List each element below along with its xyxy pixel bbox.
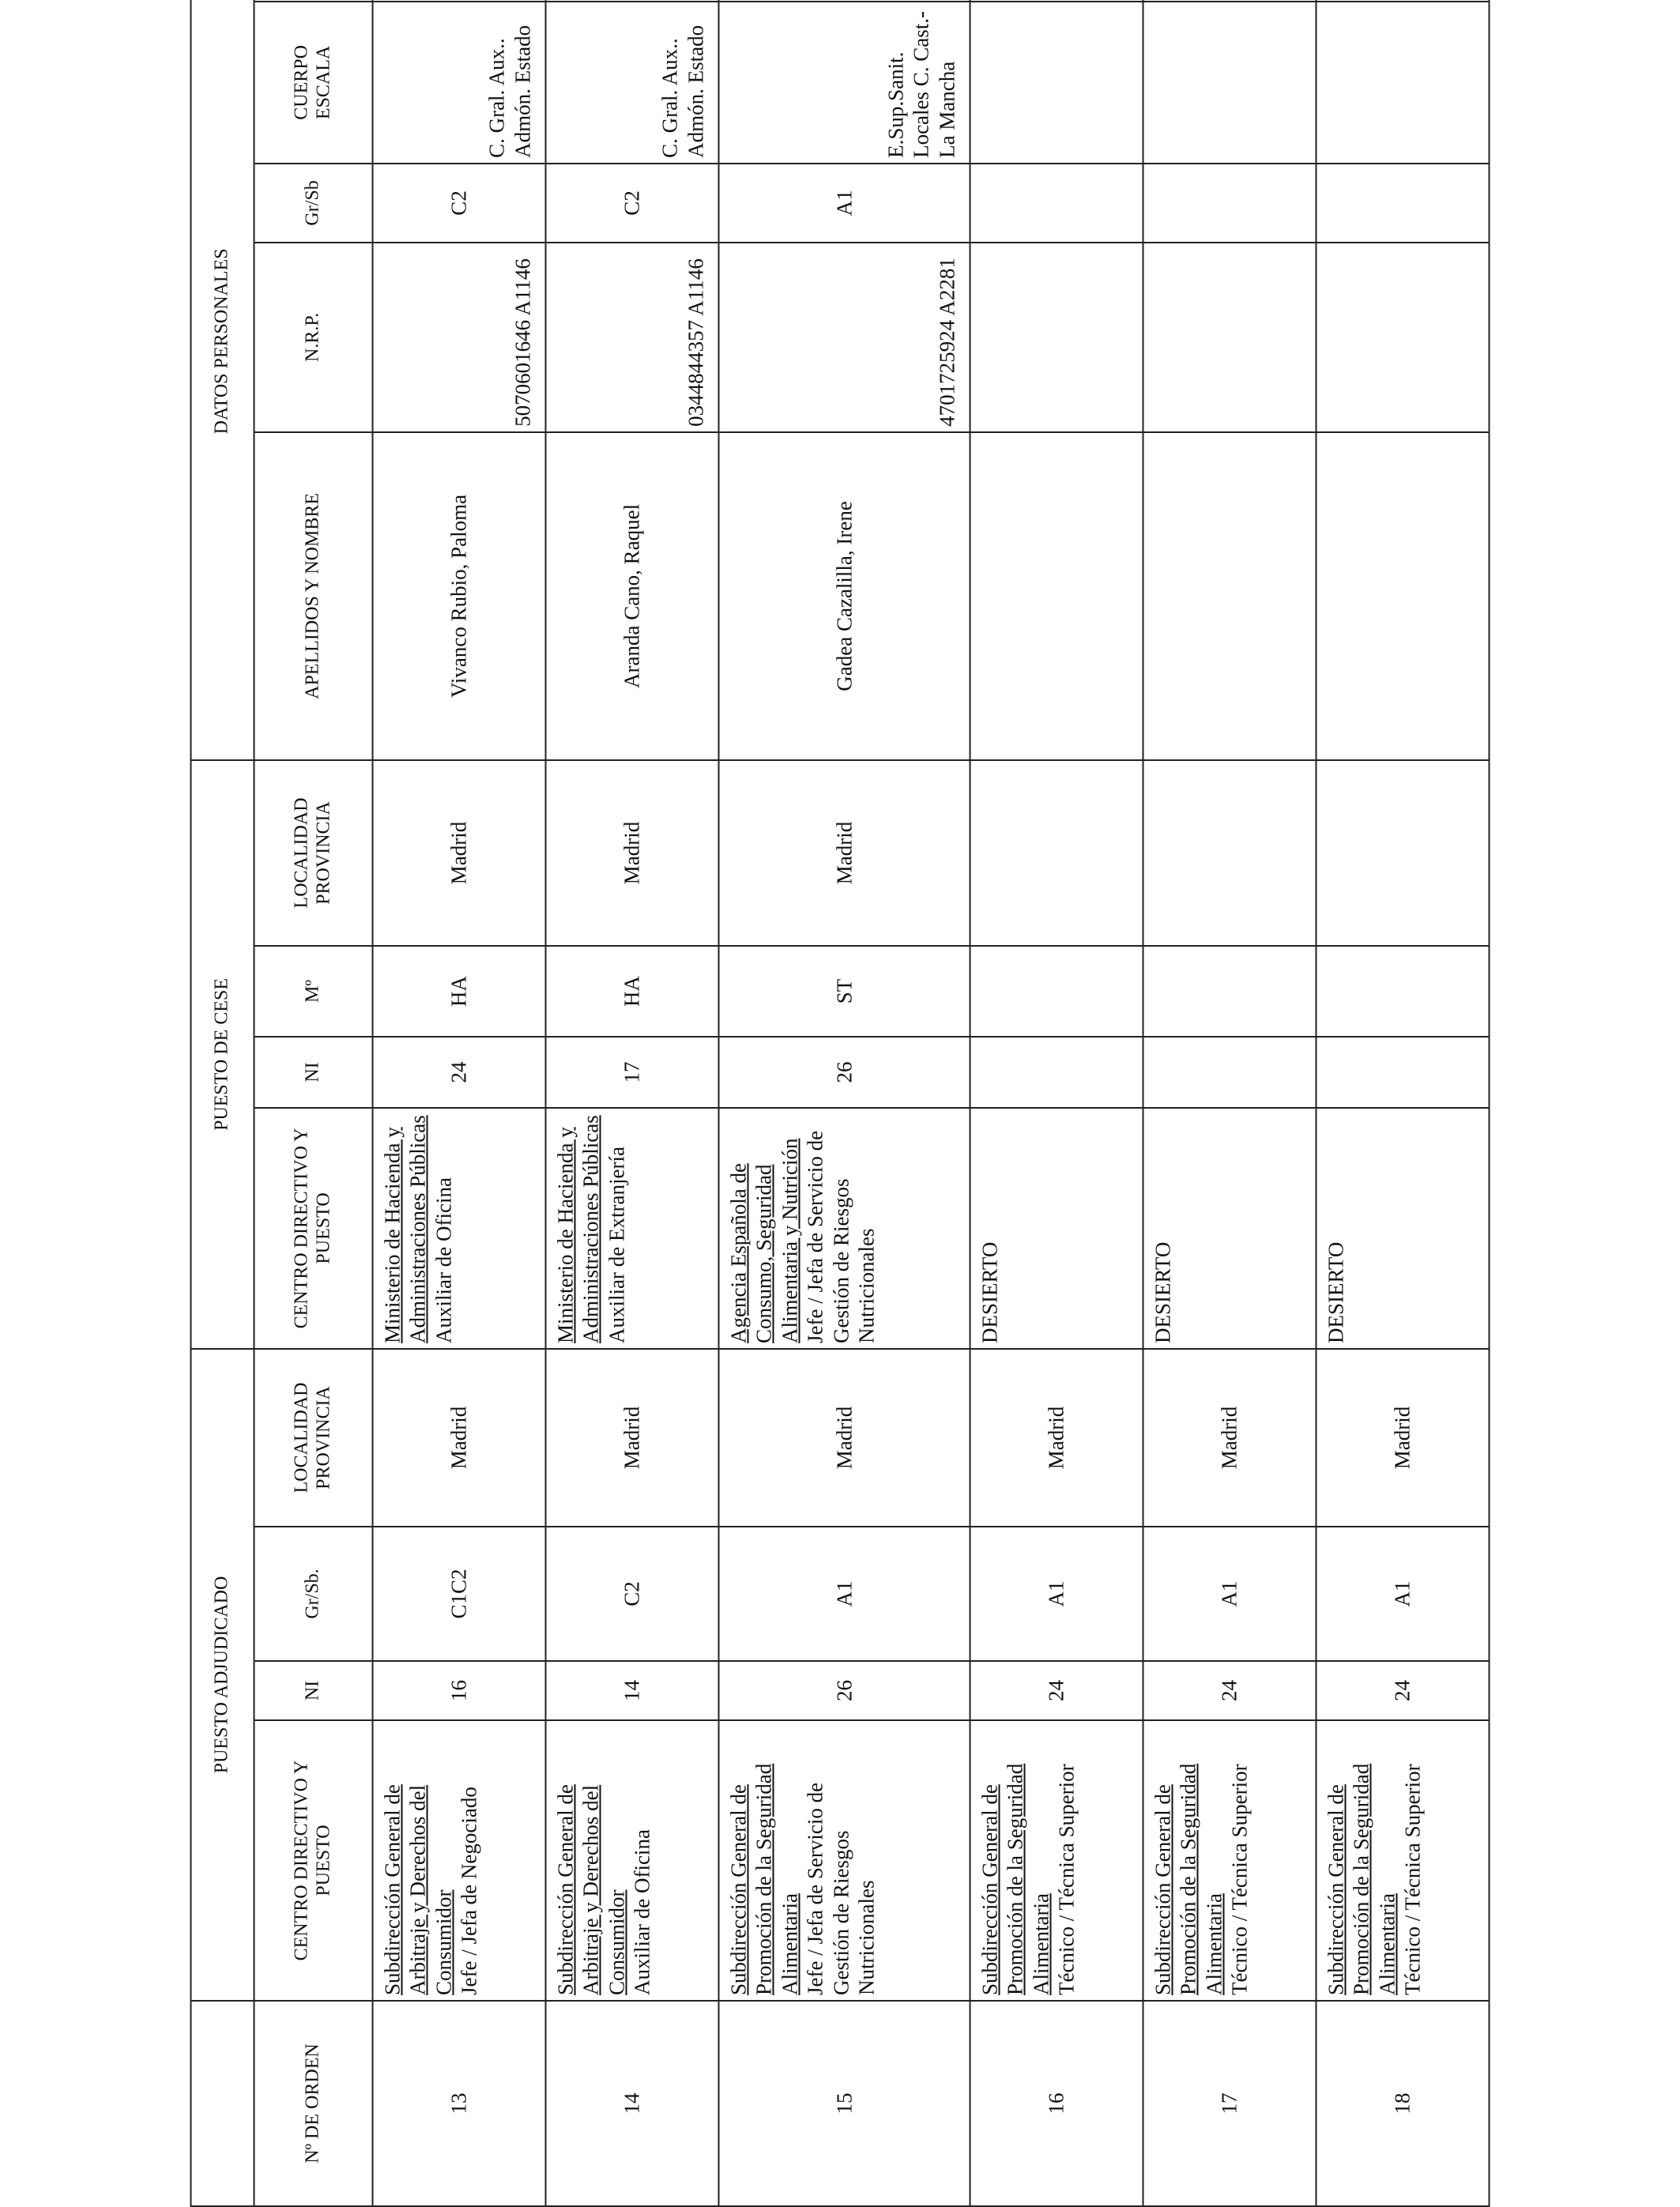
cell-centro-cese bbox=[373, 1108, 546, 1349]
puesto-cese-name: DESIERTO bbox=[977, 1241, 1002, 1343]
cell-ni-adj: 14 bbox=[546, 1661, 719, 1720]
centro-adj-name: Subdirección General de Arbitraje y Derechos del Consumidor bbox=[553, 1784, 629, 1995]
cell-grsb-adj: A1 bbox=[719, 1527, 970, 1661]
cell-ni-cese: 24 bbox=[373, 1037, 546, 1108]
puesto-adj-name: Jefe / Jefa de Negociado bbox=[457, 1787, 481, 1995]
cell-grsb: C2 bbox=[373, 164, 546, 243]
cell-grad bbox=[373, 0, 546, 2]
cell-centro-cese bbox=[1143, 1108, 1316, 1349]
cell-cuerpo bbox=[1143, 2, 1316, 164]
cell-cuerpo: C. Gral. Aux.. Admón. Estado bbox=[373, 2, 546, 164]
cell-centro-adj bbox=[1316, 1720, 1489, 2001]
cell-nombre: Vivanco Rubio, Paloma bbox=[373, 432, 546, 760]
cell-nrp bbox=[970, 243, 1143, 432]
cell-centro-adj bbox=[546, 1720, 719, 2001]
cell-nombre bbox=[1143, 432, 1316, 760]
cell-loc-cese bbox=[970, 760, 1143, 946]
col-header-centro-adj: CENTRO DIRECTIVO Y PUESTO bbox=[254, 1720, 373, 2001]
cell-orden: 13 bbox=[373, 2001, 546, 2206]
col-header-grsb: Gr/Sb bbox=[254, 164, 373, 243]
cell-ni-adj: 24 bbox=[970, 1661, 1143, 1720]
cell-orden: 17 bbox=[1143, 2001, 1316, 2206]
cell-centro-adj bbox=[1143, 1720, 1316, 2001]
cell-mo bbox=[1143, 946, 1316, 1037]
col-header-nombre: APELLIDOS Y NOMBRE bbox=[254, 432, 373, 760]
col-header-centro-cese: CENTRO DIRECTIVO Y PUESTO bbox=[254, 1108, 373, 1349]
cell-nombre: Gadea Cazalilla, Irene bbox=[719, 432, 970, 760]
cell-loc-adj: Madrid bbox=[373, 1349, 546, 1527]
cell-centro-adj bbox=[719, 1720, 970, 2001]
cell-cuerpo: C. Gral. Aux.. Admón. Estado bbox=[546, 2, 719, 164]
cell-centro-cese bbox=[719, 1108, 970, 1349]
cell-grsb-adj: A1 bbox=[1316, 1527, 1489, 1661]
table-row bbox=[1316, 0, 1489, 2206]
group-header-personales: DATOS PERSONALES bbox=[191, 0, 254, 760]
cell-nombre bbox=[1316, 432, 1489, 760]
puesto-cese-name: Jefe / Jefa de Servicio de Gestión de Riesgos Nutricionales bbox=[803, 1130, 879, 1343]
cell-mo bbox=[1316, 946, 1489, 1037]
cell-ni-cese bbox=[1143, 1037, 1316, 1108]
cell-ni-cese bbox=[1316, 1037, 1489, 1108]
group-header-row bbox=[191, 0, 254, 2206]
cell-grad bbox=[546, 0, 719, 2]
centro-adj-name: Subdirección General de Promoción de la Seguridad Alimentaria bbox=[1324, 1763, 1399, 1995]
cell-orden: 18 bbox=[1316, 2001, 1489, 2206]
cell-loc-adj: Madrid bbox=[970, 1349, 1143, 1527]
cell-grsb-adj: C2 bbox=[546, 1527, 719, 1661]
puesto-adj-name: Auxiliar de Oficina bbox=[630, 1829, 654, 1995]
cell-grad bbox=[1316, 0, 1489, 2]
cell-loc-adj: Madrid bbox=[1143, 1349, 1316, 1527]
cell-grsb: A1 bbox=[719, 164, 970, 243]
cell-grad bbox=[1143, 0, 1316, 2]
cell-grsb bbox=[1143, 164, 1316, 243]
cell-nrp bbox=[1143, 243, 1316, 432]
puesto-adj-name: Jefe / Jefa de Servicio de Gestión de Riesgos Nutricionales bbox=[803, 1782, 879, 1995]
col-header-loc-adj: LOCALIDAD PROVINCIA bbox=[254, 1349, 373, 1527]
cell-grad bbox=[719, 0, 970, 2]
col-header-nrp: N.R.P. bbox=[254, 243, 373, 432]
group-header-cese: PUESTO DE CESE bbox=[191, 760, 254, 1349]
col-header-cuerpo: CUERPO ESCALA bbox=[254, 2, 373, 164]
puesto-cese-name: DESIERTO bbox=[1151, 1241, 1175, 1343]
cell-cuerpo bbox=[970, 2, 1143, 164]
table-row bbox=[1143, 0, 1316, 2206]
cell-ni-adj: 26 bbox=[719, 1661, 970, 1720]
col-header-loc-cese: LOCALIDAD PROVINCIA bbox=[254, 760, 373, 946]
cell-nombre: Aranda Cano, Raquel bbox=[546, 432, 719, 760]
cell-nrp: 4701725924 A2281 bbox=[719, 243, 970, 432]
cell-nrp bbox=[1316, 243, 1489, 432]
cell-ni-adj: 24 bbox=[1316, 1661, 1489, 1720]
centro-cese-name: Agencia Española de Consumo, Seguridad Alimentaria y Nutrición bbox=[726, 1138, 802, 1343]
centro-adj-name: Subdirección General de Arbitraje y Derechos del Consumidor bbox=[380, 1784, 456, 1995]
cell-cuerpo: E.Sup.Sanit. Locales C. Cast.-La Mancha bbox=[719, 2, 970, 164]
cell-loc-cese bbox=[1143, 760, 1316, 946]
cell-ni-adj: 24 bbox=[1143, 1661, 1316, 1720]
cell-loc-cese: Madrid bbox=[546, 760, 719, 946]
col-header-grad bbox=[254, 0, 373, 2]
cell-nrp: 0344844357 A1146 bbox=[546, 243, 719, 432]
cell-mo: ST bbox=[719, 946, 970, 1037]
cell-grsb bbox=[970, 164, 1143, 243]
cell-ni-cese bbox=[970, 1037, 1143, 1108]
cell-ni-cese: 26 bbox=[719, 1037, 970, 1108]
rotated-table-sheet bbox=[190, 0, 1490, 2207]
cell-orden: 16 bbox=[970, 2001, 1143, 2206]
centro-adj-name: Subdirección General de Promoción de la Seguridad Alimentaria bbox=[726, 1763, 802, 1995]
cell-mo: HA bbox=[546, 946, 719, 1037]
col-header-grsb-adj: Gr/Sb. bbox=[254, 1527, 373, 1661]
cell-grsb bbox=[1316, 164, 1489, 243]
col-header-mo: Mº bbox=[254, 946, 373, 1037]
cell-loc-cese: Madrid bbox=[373, 760, 546, 946]
puesto-adj-name: Técnico / Técnica Superior bbox=[1227, 1764, 1252, 1995]
table-row bbox=[719, 0, 970, 2206]
col-header-ni-adj: NI bbox=[254, 1661, 373, 1720]
table-row bbox=[970, 0, 1143, 2206]
cell-cuerpo bbox=[1316, 2, 1489, 164]
cell-ni-cese: 17 bbox=[546, 1037, 719, 1108]
cell-orden: 15 bbox=[719, 2001, 970, 2206]
cell-grsb-adj: A1 bbox=[970, 1527, 1143, 1661]
cell-grsb-adj: C1C2 bbox=[373, 1527, 546, 1661]
cell-loc-adj: Madrid bbox=[719, 1349, 970, 1527]
centro-adj-name: Subdirección General de Promoción de la Seguridad Alimentaria bbox=[977, 1763, 1053, 1995]
col-header-orden: Nº DE ORDEN bbox=[254, 2001, 373, 2206]
puesto-cese-name: DESIERTO bbox=[1324, 1241, 1348, 1343]
puesto-cese-name: Auxiliar de Extranjería bbox=[605, 1147, 629, 1343]
cell-centro-adj bbox=[970, 1720, 1143, 2001]
col-header-ni-cese: NI bbox=[254, 1037, 373, 1108]
cell-ni-adj: 16 bbox=[373, 1661, 546, 1720]
cell-centro-cese bbox=[970, 1108, 1143, 1349]
cell-nrp: 5070601646 A1146 bbox=[373, 243, 546, 432]
cell-centro-cese bbox=[1316, 1108, 1489, 1349]
puesto-cese-name: Auxiliar de Oficina bbox=[431, 1177, 456, 1343]
assignment-table bbox=[190, 0, 1490, 2207]
cell-loc-adj: Madrid bbox=[546, 1349, 719, 1527]
cell-loc-adj: Madrid bbox=[1316, 1349, 1489, 1527]
centro-cese-name: Ministerio de Hacienda y Administraciones Públicas bbox=[553, 1115, 603, 1343]
cell-grsb-adj: A1 bbox=[1143, 1527, 1316, 1661]
cell-grsb: C2 bbox=[546, 164, 719, 243]
group-header-orden-spacer bbox=[191, 2001, 254, 2206]
cell-orden: 14 bbox=[546, 2001, 719, 2206]
cell-loc-cese bbox=[1316, 760, 1489, 946]
cell-mo: HA bbox=[373, 946, 546, 1037]
column-header-row bbox=[254, 0, 373, 2206]
group-header-adjudicado: PUESTO ADJUDICADO bbox=[191, 1349, 254, 2001]
cell-centro-cese bbox=[546, 1108, 719, 1349]
cell-mo bbox=[970, 946, 1143, 1037]
table-row bbox=[373, 0, 546, 2206]
table-row bbox=[546, 0, 719, 2206]
cell-centro-adj bbox=[373, 1720, 546, 2001]
cell-grad bbox=[970, 0, 1143, 2]
cell-nombre bbox=[970, 432, 1143, 760]
centro-cese-name: Ministerio de Hacienda y Administraciones Públicas bbox=[380, 1115, 430, 1343]
cell-loc-cese: Madrid bbox=[719, 760, 970, 946]
centro-adj-name: Subdirección General de Promoción de la Seguridad Alimentaria bbox=[1151, 1763, 1226, 1995]
puesto-adj-name: Técnico / Técnica Superior bbox=[1054, 1764, 1079, 1995]
puesto-adj-name: Técnico / Técnica Superior bbox=[1400, 1764, 1425, 1995]
